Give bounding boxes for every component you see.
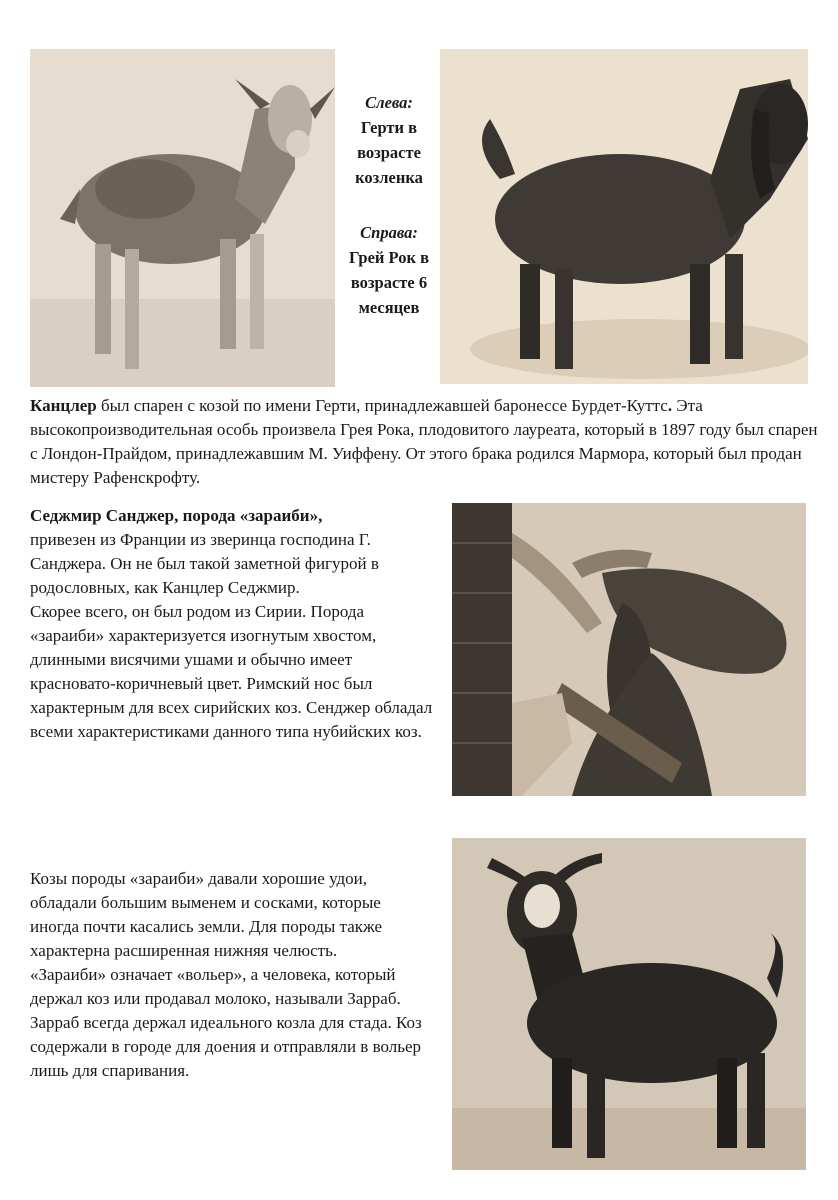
caption-right-text: Грей Рок в возрасте 6 месяцев — [348, 248, 430, 317]
caption-right-title: Справа: — [360, 223, 418, 242]
photo-grey-rock — [440, 49, 808, 384]
section-paragraph-1: привезен из Франции из зверинца господина Г. Санджера. Он не был такой заметной фигурой в родословных, как Канцлер Седжмир. — [30, 530, 379, 597]
chancellor-rest: Эта высокопроизводительная особь произвела Грея Рока, плодовитого лауреата, который в 1897 году был спарен с Лондон-Прайдом, принадлежавшим М. Уиффену. От этого брака родился Мармора, который был продан мистеру Рафенскрофту. — [30, 396, 818, 487]
section-heading: Седжмир Санджер, порода «зараиби», — [30, 506, 323, 525]
section-paragraph-2: Скорее всего, он был родом из Сирии. Порода «зараиби» характеризуется изогнутым хвостом, длинными висячими ушами и обычно имеет красновато-коричневый цвет. Римский нос был характерным для всех сирийских коз. Сенджер обладал всеми характеристиками данного типа нубийских коз. — [30, 602, 433, 741]
section-zaraibi — [30, 867, 430, 1083]
paragraph-chancellor — [30, 394, 820, 490]
chancellor-lead: Канцлер — [30, 396, 97, 415]
zaraibi-paragraph-3: Зарраб всегда держал идеального козла для стада. Коз содержали в городе для доения и отправляли в вольер лишь для спаривания. — [30, 1013, 422, 1080]
photo-gerty-kid — [30, 49, 335, 387]
chancellor-period: . — [667, 396, 673, 415]
zaraibi-paragraph-1: Козы породы «зараиби» давали хорошие удои, обладали большим выменем и сосками, которые иногда почти касались земли. Для породы также характерна расширенная нижняя челюсть. — [30, 869, 383, 960]
chancellor-text: был спарен с козой по имени Герти, принадлежавшей баронессе Бурдет-Куттс — [96, 396, 668, 415]
section-sedgemere-sanger — [30, 504, 442, 744]
photo-zaraibi-goat — [452, 838, 806, 1170]
photo-sanger-head — [452, 503, 806, 796]
photo-caption — [343, 90, 435, 320]
caption-left-text: Герти в возрасте козленка — [355, 118, 423, 187]
zaraibi-paragraph-2: «Зараиби» означает «вольер», а человека, который держал коз или продавал молоко, называли Зарраб. — [30, 965, 401, 1008]
caption-left-title: Слева: — [365, 93, 413, 112]
